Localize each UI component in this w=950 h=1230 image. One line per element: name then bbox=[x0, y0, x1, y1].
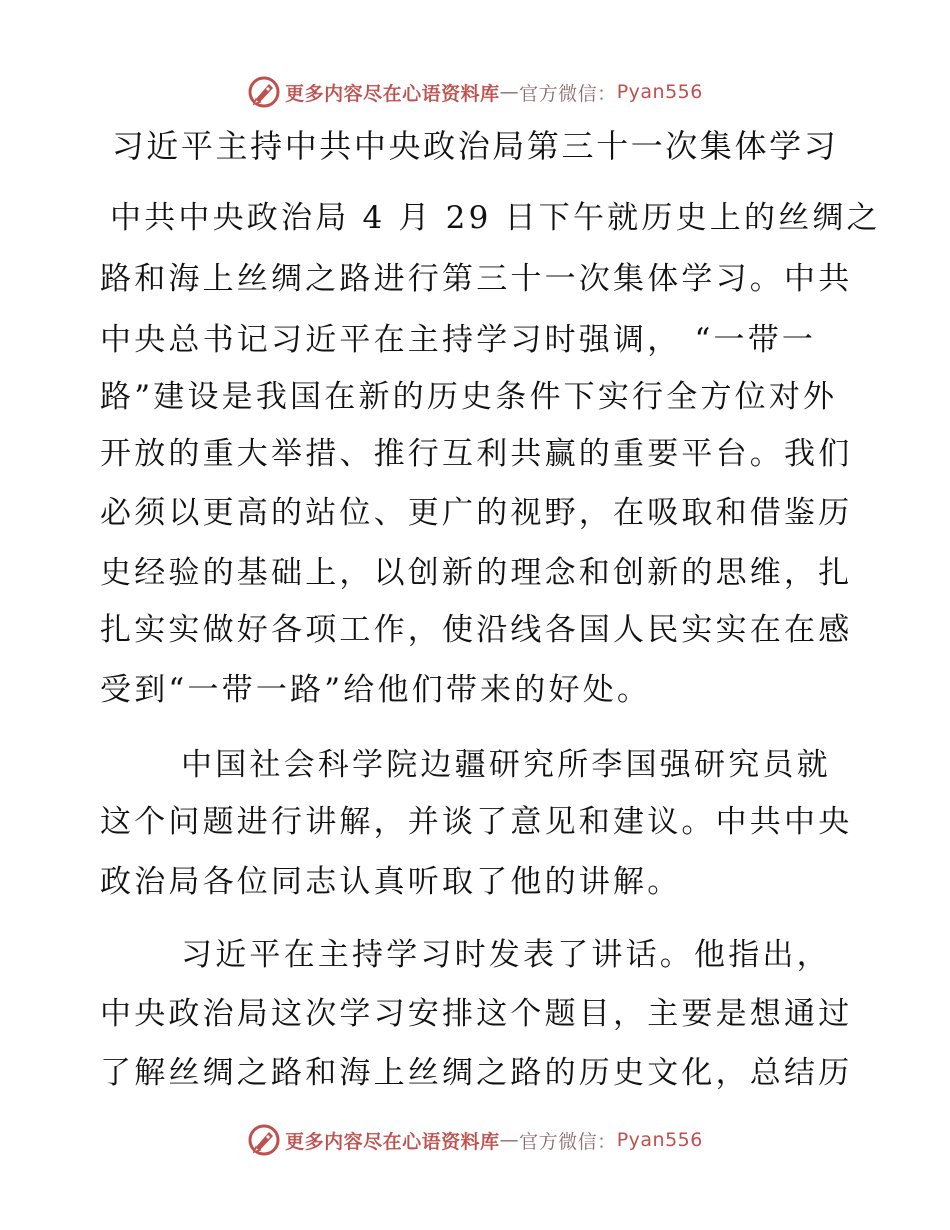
paragraph-2-line-1: 中国社会科学院边疆研究所李国强研究员就 bbox=[181, 747, 831, 783]
paragraph-1-line-9: 受到“一带一路”给他们带来的好处。 bbox=[100, 672, 652, 708]
paragraph-2-line-2: 这个问题进行讲解，并谈了意见和建议。中共中央 bbox=[100, 804, 853, 840]
paragraph-1-line-8: 扎实实做好各项工作，使沿线各国人民实实在在感 bbox=[100, 612, 853, 648]
watermark-separator: — bbox=[499, 81, 520, 103]
watermark-header bbox=[0, 72, 950, 112]
watermark-label: 官方微信： bbox=[519, 82, 617, 105]
watermark-label: 官方微信： bbox=[519, 1130, 617, 1153]
watermark-wechat-id: Pyan556 bbox=[616, 1129, 703, 1151]
paragraph-3-line-3: 了解丝绸之路和海上丝绸之路的历史文化，总结历 bbox=[100, 1055, 853, 1091]
paragraph-1-line-5: 开放的重大举措、推行互利共赢的重要平台。我们 bbox=[100, 436, 853, 472]
watermark-brand: 更多内容尽在心语资料库 bbox=[285, 1130, 500, 1153]
paragraph-1-line-2: 路和海上丝绸之路进行第三十一次集体学习。中共 bbox=[100, 261, 853, 297]
watermark-footer bbox=[0, 1120, 950, 1160]
paragraph-1-line-4: 路”建设是我国在新的历史条件下实行全方位对外 bbox=[100, 379, 838, 415]
pen-nib-logo-icon bbox=[247, 75, 281, 109]
paragraph-1-line-1: 中共中央政治局 4 月 29 日下午就历史上的丝绸之 bbox=[110, 200, 881, 236]
watermark-brand: 更多内容尽在心语资料库 bbox=[285, 82, 500, 105]
paragraph-1-line-3: 中央总书记习近平在主持学习时强调， “一带一 bbox=[100, 322, 817, 358]
pen-nib-logo-icon bbox=[247, 1123, 281, 1157]
paragraph-2-line-3: 政治局各位同志认真听取了他的讲解。 bbox=[100, 864, 682, 900]
paragraph-1-line-6: 必须以更高的站位、更广的视野，在吸取和借鉴历 bbox=[100, 495, 853, 531]
paragraph-3-line-2: 中央政治局这次学习安排这个题目，主要是想通过 bbox=[100, 996, 853, 1032]
paragraph-3-line-1: 习近平在主持学习时发表了讲话。他指出， bbox=[181, 937, 831, 973]
watermark-wechat-id: Pyan556 bbox=[616, 81, 703, 103]
watermark-separator: — bbox=[499, 1129, 520, 1151]
document-title: 习近平主持中共中央政治局第三十一次集体学习 bbox=[111, 127, 839, 165]
paragraph-1-line-7: 史经验的基础上，以创新的理念和创新的思维，扎 bbox=[100, 555, 853, 591]
